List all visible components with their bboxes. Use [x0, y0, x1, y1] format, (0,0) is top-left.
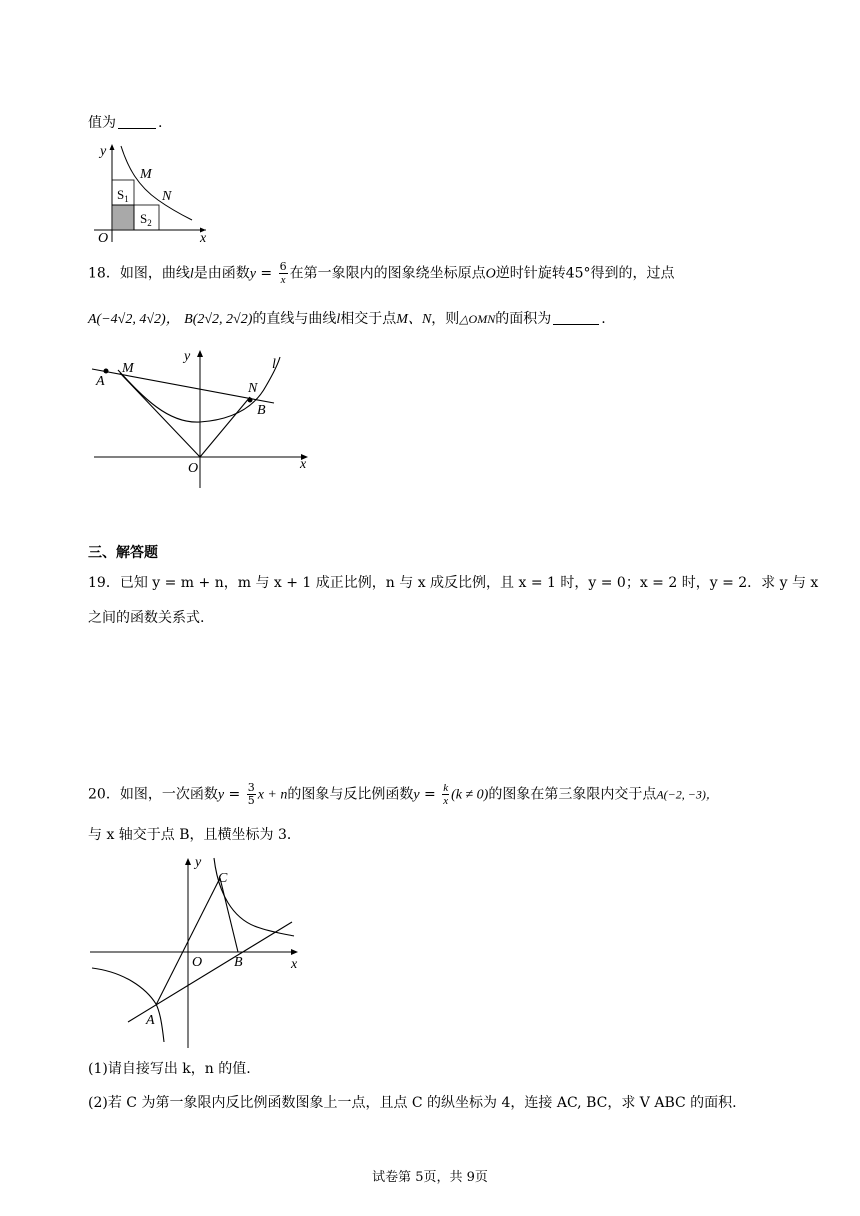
q18-line-ab [92, 369, 274, 403]
q20-f1-num: 3 [247, 781, 255, 794]
q18-o: O [485, 266, 496, 282]
q20-text-3: 的图象与反比例函数 [287, 786, 414, 803]
q18-triangle: △OMN [459, 312, 496, 326]
q20-subquestion-2: (2)若 C 为第一象限内反比例函数图象上一点，且点 C 的纵坐标为 4，连接 AC, BC，求 V ABC 的面积. [88, 1095, 737, 1111]
q18-mn: M、N [396, 312, 432, 327]
q17-x-label: x [200, 231, 207, 246]
q20-fraction-1 [247, 782, 256, 807]
q18-l-label: l [272, 357, 276, 372]
q18-a-label: A [96, 374, 105, 389]
q20-line [128, 922, 292, 1022]
q18-text-6: 相交于点 [340, 311, 397, 327]
q18-y-arrow [197, 350, 203, 357]
q18-b-label: B [257, 403, 266, 418]
q17-m-label: M [140, 167, 152, 182]
q17-origin-label: O [98, 231, 109, 246]
q20-b-label: B [234, 955, 243, 970]
q17-y-arrow [110, 144, 115, 150]
q18-point-a-dot [104, 369, 109, 374]
q19-line2: 之间的函数关系式. [88, 610, 205, 626]
q17-y-label: y [100, 144, 107, 159]
q18-frac-num: 6 [279, 260, 287, 273]
q17-n-label: N [162, 189, 172, 204]
q18-point-b: B(2√2, 2√2) [184, 312, 253, 327]
q20-eq2: = [419, 786, 441, 803]
q20-x-arrow [291, 949, 298, 955]
q18-x-label: x [300, 457, 307, 472]
q20-fraction-2 [442, 782, 449, 807]
q20-point-a: A(−2, −3)， [656, 787, 718, 802]
q18-l: l [189, 266, 194, 282]
q18-eq: = [255, 265, 277, 282]
q20-y-arrow [185, 858, 191, 865]
q20-f1-den: 5 [247, 794, 255, 807]
q20-c-label: C [218, 871, 228, 886]
q20-segment-bc [220, 878, 238, 952]
page-footer: 试卷第 5页，共 9页 [372, 1170, 488, 1185]
q18-text-7: ，则 [431, 311, 460, 327]
q18-text-4: 逆时针旋转45°得到的，过点 [495, 265, 675, 282]
q20-o-label: O [192, 955, 203, 970]
q20-figure [88, 852, 310, 1050]
q20-y2: y [413, 787, 420, 803]
q17-tail-end: . [158, 115, 163, 131]
q20-f2-den: x [443, 795, 449, 807]
q20-branch-q3 [92, 968, 164, 1042]
q20-a-label: A [146, 1013, 155, 1028]
q18-point-b-dot [248, 398, 253, 403]
q18-number: 18． [88, 265, 120, 282]
q20-text-1: 20．如图，一次函数 [88, 786, 218, 803]
q18-y: y [249, 266, 256, 282]
q20-eq1: = [224, 786, 245, 803]
q18-o-label: O [188, 461, 199, 476]
q18-segment-om [120, 373, 200, 457]
q18-text-8: 的面积为 [495, 311, 552, 327]
q18-line1 [88, 261, 675, 286]
section-heading: 三、解答题 [88, 545, 158, 561]
q18-frac-den: x [280, 274, 286, 286]
q20-line1 [88, 782, 718, 807]
q18-m-label: M [122, 361, 134, 376]
q20-y-label: y [195, 855, 202, 870]
q18-l2: l [336, 312, 341, 327]
q18-y-label: y [184, 349, 191, 364]
q18-line2 [88, 308, 606, 328]
q20-text-2: x + n [257, 787, 288, 803]
q18-point-a: A(−4√2, 4√2)， [88, 312, 180, 327]
q20-condition: (k ≠ 0) [451, 787, 489, 803]
q20-x-label: x [291, 957, 298, 972]
q17-tail-text: 值为 [88, 115, 116, 131]
q17-shaded-rect [112, 205, 134, 230]
q18-end: . [601, 311, 606, 327]
q17-tail-line [88, 112, 162, 132]
q20-y1: y [217, 787, 225, 803]
q18-fraction [279, 261, 288, 286]
q17-s2-label: $S_2$ [140, 211, 152, 228]
q18-answer-blank[interactable] [553, 310, 599, 325]
q20-f2-num: k [443, 782, 449, 794]
q19-line1: 19．已知 y = m + n，m 与 x + 1 成正比例，n 与 x 成反比例，且 x = 1 时，y = 0；x = 2 时，y = 2．求 y 与 x [88, 575, 819, 591]
q20-subquestion-1: (1)请自接写出 k，n 的值. [88, 1061, 251, 1077]
q18-segment-on [200, 397, 250, 457]
q18-figure [88, 342, 314, 492]
q18-text-5: 的直线与曲线 [252, 311, 337, 327]
q20-branch-q1 [214, 858, 294, 936]
q20-text-4: 的图象在第三象限内交于点 [488, 786, 657, 803]
q17-answer-blank[interactable] [118, 114, 156, 129]
q18-text-3: 在第一象限内的图象绕坐标原点 [289, 265, 486, 282]
q17-s1-label: $S_1$ [117, 187, 129, 204]
q18-text-2: 是由函数 [193, 265, 250, 282]
q18-n-label: N [248, 381, 258, 396]
q20-line2: 与 x 轴交于点 B，且横坐标为 3． [88, 827, 301, 843]
q17-figure [88, 138, 216, 246]
q18-text-1: 如图，曲线 [119, 265, 190, 282]
